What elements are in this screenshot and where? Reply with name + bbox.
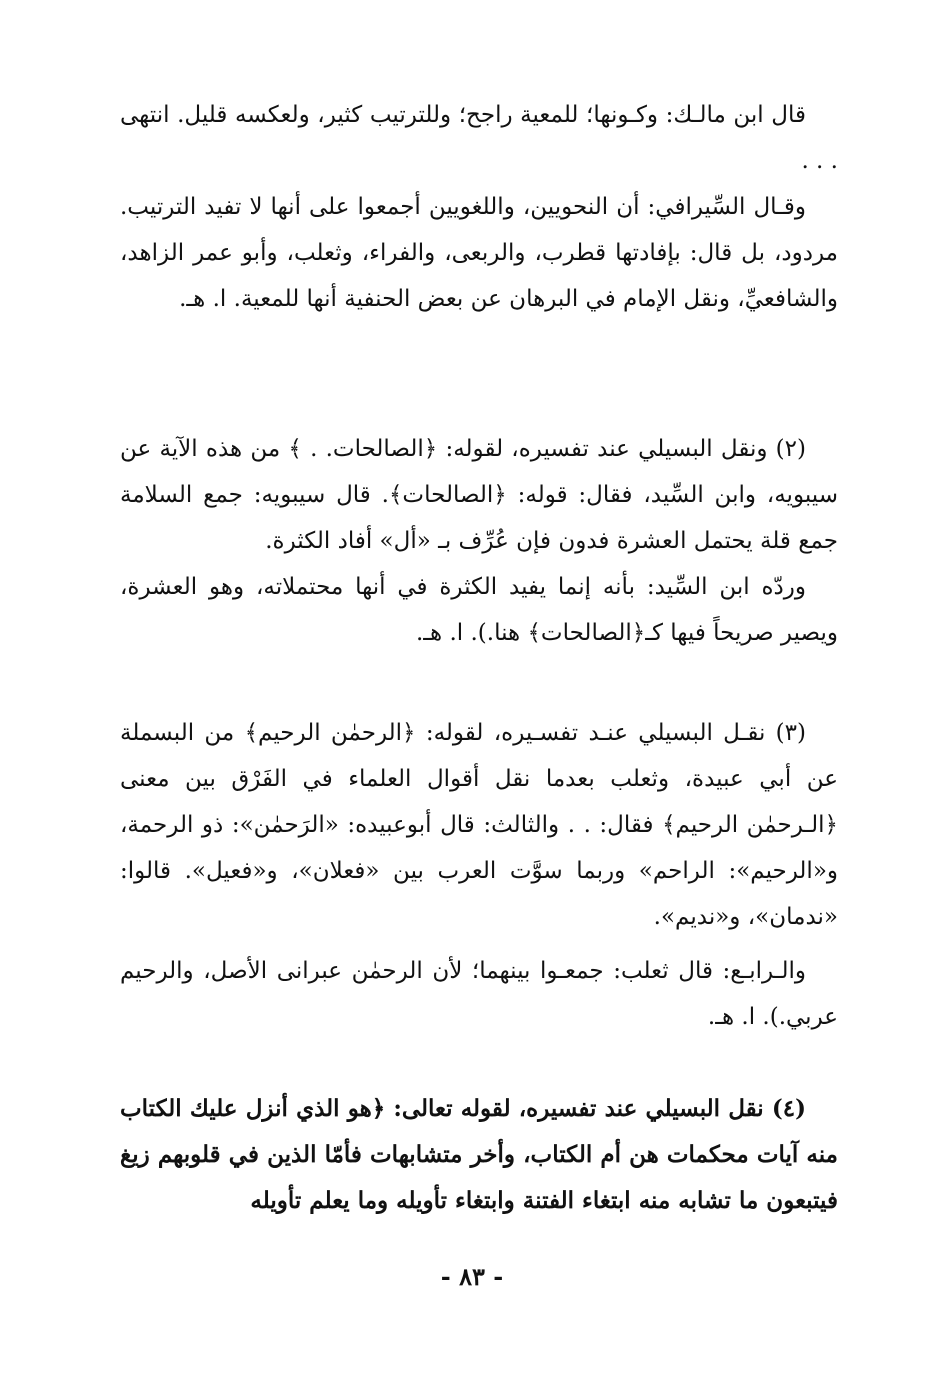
paragraph-text: وقـال السِّيرافي: أن النحويين، واللغويين أجمعوا على أنها لا تفيد الترتيب. مردود، بل قال: بإفادتها قطرب، والربعى، والفراء، وثعلب، وأبو عمر الزاهد، والشافعيِّ، ونقل الإمام في البرهان عن بعض الحنفية أنها للمعية. ا. هـ. (120, 194, 838, 312)
paragraph-text: وردّه ابن السِّيد: بأنه إنما يفيد الكثرة في أنها محتملاته، وهو العشرة، ويصير صريحاً فيها كـ﴿الصالحات﴾ هنا.). ا. هـ. (120, 574, 838, 646)
paragraph-text: (٤) نقل البسيلي عند تفسيره، لقوله تعالى: ﴿هو الذي أنزل عليك الكتاب منه آيات محكمات هن أم الكتاب، وأخر متشابهات فأمّا الذين في قلوبهم زيغ فيتبعون ما تشابه منه ابتغاء الفتنة وابتغاء تأويله وما يعلم تأويله (120, 1095, 838, 1214)
footnote-2-continuation (120, 564, 838, 656)
footnote-3-continuation (120, 948, 838, 1040)
paragraph-text: (٢) ونقل البسيلي عند تفسيره، لقوله: ﴿الصالحات. . ﴾ من هذه الآية عن سيبويه، وابن السِّيد، فقال: قوله: ﴿الصالحات﴾. قال سيبويه: جمع السلامة جمع قلة يحتمل العشرة فدون فإن عُرِّف بـ «أل» أفاد الكثرة. (120, 436, 838, 554)
footnote-3 (120, 710, 838, 940)
paragraph-text: قال ابن مالـك: وكـونها؛ للمعية راجح؛ وللترتيب كثير، ولعكسه قليل. انتهى . . . (120, 102, 838, 174)
paragraph-text: (٣) نقـل البسيلي عنـد تفسـيره، لقوله: ﴿الرحمٰن الرحيم﴾ من البسملة عن أبي عبيدة، وثعلب بعدما نقل أقوال العلماء في الفَرْق بين معنى ﴿الـرحمٰن الرحيم﴾ فقال: . . والثالث: قال أبوعبيده: «الرَحمٰن»: ذو الرحمة، و«الرحيم»: الراحم» وربما سوَّت العرب بين «فعلان»، و«فعيل». قالوا: «ندمان»، و«نديم». (120, 720, 838, 930)
paragraph-sirafi (120, 184, 838, 322)
footnote-4 (120, 1086, 838, 1224)
page-number: - ٨٣ - (440, 1262, 504, 1291)
footnote-2 (120, 426, 838, 564)
paragraph-ibn-malik (120, 92, 838, 184)
paragraph-text: والـرابـع: قال ثعلب: جمعـوا بينهما؛ لأن الرحمٰن عبرانى الأصل، والرحيم عربي.). ا. هـ. (120, 958, 838, 1030)
